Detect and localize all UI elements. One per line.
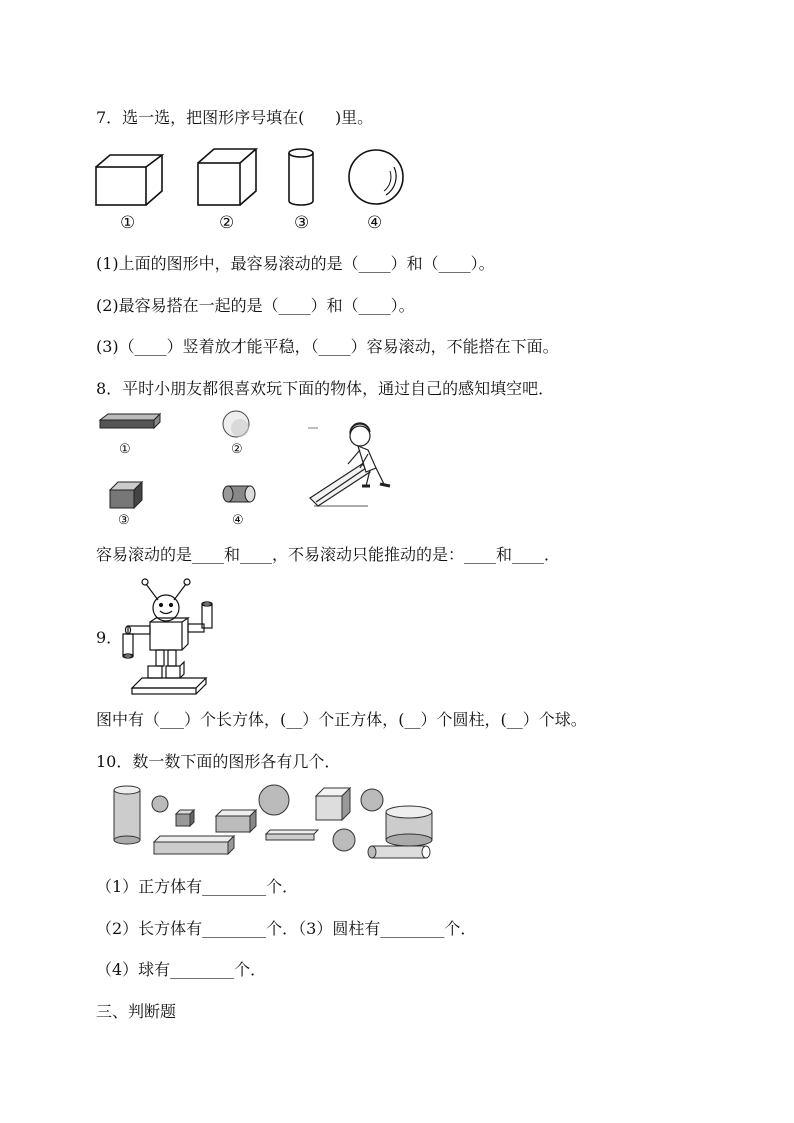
ball-small-1	[152, 796, 168, 812]
cube-block-object	[110, 482, 142, 508]
q8-fill: 容易滚动的是____和____，不易滚动只能推动的是：____和____．	[96, 545, 561, 564]
q9-number: 9．	[96, 628, 123, 647]
q9-fill: 图中有（___）个长方体，(__）个正方体，(__）个圆柱，(__）个球。	[96, 710, 587, 729]
tall-cylinder	[114, 786, 140, 844]
small-cube	[176, 810, 194, 826]
q7-label-2: ②	[219, 213, 235, 233]
q7-label-1: ①	[120, 213, 136, 233]
robot-svg	[120, 578, 220, 698]
cuboid-shape	[96, 155, 162, 205]
boy-pushing-board-image	[308, 423, 390, 506]
q8-label-3: ③	[118, 513, 130, 528]
q8-label-1: ①	[119, 442, 131, 457]
q8-label-4: ④	[232, 513, 244, 528]
q10-shapes-svg	[106, 782, 438, 862]
q10-item-3: （4）球有________个．	[96, 960, 267, 979]
ball-large	[259, 785, 289, 815]
q10-title: 10．数一数下面的图形各有几个．	[96, 752, 341, 771]
q7-shapes-figure	[94, 145, 414, 207]
q10-shapes-figure	[106, 782, 438, 862]
flat-slab	[266, 830, 318, 840]
q7-label-4: ④	[367, 213, 383, 233]
cuboid-mid	[216, 810, 256, 832]
cube-right	[316, 788, 350, 820]
q8-title: 8．平时小朋友都很喜欢玩下面的物体，通过自己的感知填空吧．	[96, 379, 555, 398]
ball-small-3	[333, 829, 355, 851]
q7-item-3: (3)（____）竖着放才能平稳，（____）容易滚动，不能搭在下面。	[96, 337, 559, 356]
q8-objects-svg	[98, 406, 398, 516]
long-block-object	[100, 414, 160, 428]
q8-label-2: ②	[231, 442, 243, 457]
q7-item-1: (1)上面的图形中，最容易滚动的是（____）和（____）。	[96, 254, 495, 273]
ball-object	[223, 411, 249, 437]
q8-objects-figure	[98, 406, 398, 516]
q7-shapes-svg	[94, 145, 414, 207]
q10-item-2: （2）长方体有________个．（3）圆柱有________个．	[96, 919, 477, 938]
q7-label-3: ③	[294, 213, 310, 233]
cylinder-shape	[289, 149, 313, 205]
q7-title: 7．选一选，把图形序号填在( )里。	[96, 108, 374, 127]
q9-robot-figure	[120, 578, 220, 698]
section-title: 三、判断题	[96, 1002, 177, 1021]
q10-item-1: （1）正方体有________个．	[96, 877, 299, 896]
long-flat-cuboid	[154, 836, 234, 854]
q7-item-2: (2)最容易搭在一起的是（____）和（____）。	[96, 296, 415, 315]
sphere-shape	[349, 150, 403, 204]
cylinder-block-object	[223, 486, 255, 502]
cube-shape	[198, 149, 256, 205]
ball-small-2	[361, 789, 383, 811]
fat-cylinder	[386, 806, 432, 846]
lying-cylinder	[368, 846, 430, 858]
